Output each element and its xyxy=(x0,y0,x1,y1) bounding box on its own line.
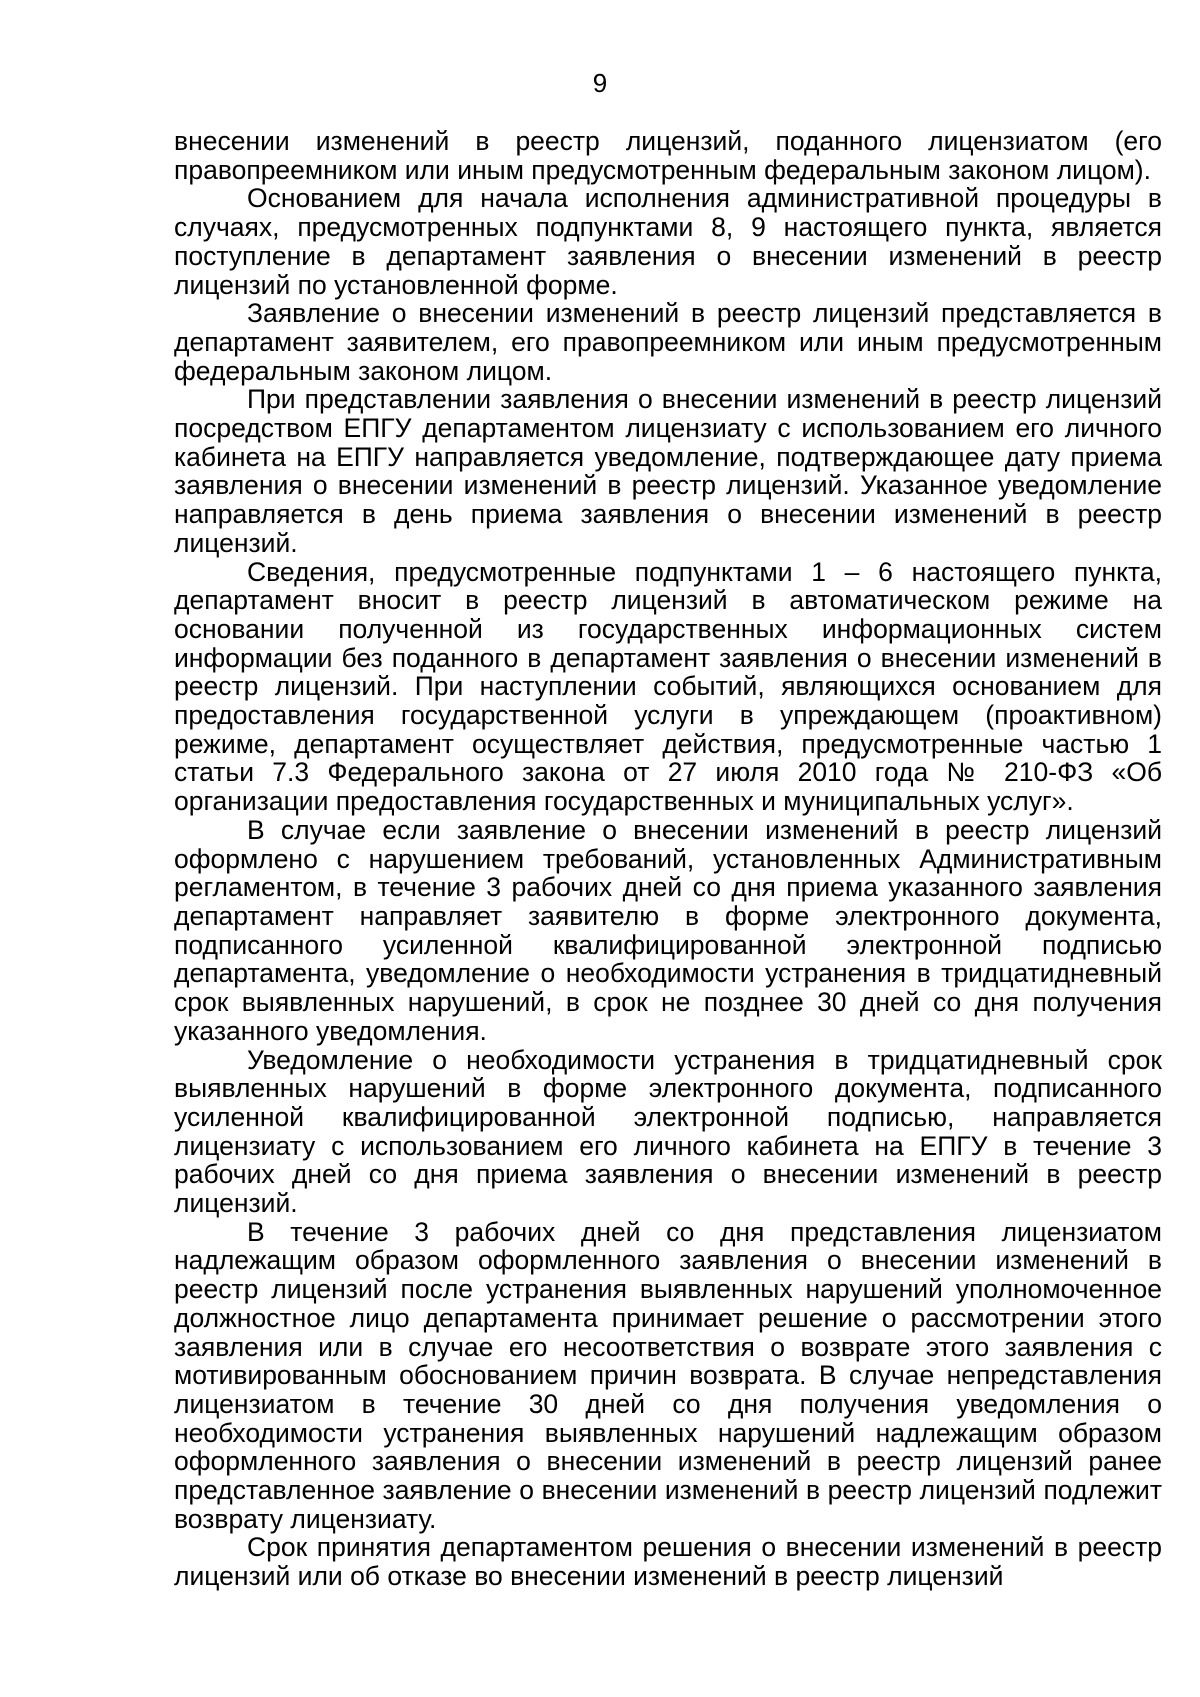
paragraph-8: В течение 3 рабочих дней со дня представления лицензиатом надлежащим образом оформленного заявления о внесении изменений в реестр лицензий после устранения выявленных нарушений уполномоченное должностное лицо департамента принимает решение о рассмотрении этого заявления или в случае его несоответствия о возврате этого заявления с мотивированным обоснованием причин возврата. В случае непредставления лицензиатом в течение 30 дней со дня получения уведомления о необходимости устранения выявленных нарушений надлежащим образом оформленного заявления о внесении изменений в реестр лицензий ранее представленное заявление о внесении изменений в реестр лицензий подлежит возврату лицензиату. xyxy=(174,1216,1162,1534)
paragraph-6: В случае если заявление о внесении изменений в реестр лицензий оформлено с нарушением требований, установленных Административным регламентом, в течение 3 рабочих дней со дня приема указанного заявления департамент направляет заявителю в форме электронного документа, подписанного усиленной квалифицированной электронной подписью департамента, уведомление о необходимости устранения в тридцатидневный срок выявленных нарушений, в срок не позднее 30 дней со дня получения указанного уведомления. xyxy=(174,814,1162,1046)
document-body xyxy=(174,127,1162,1591)
paragraph-9: Срок принятия департаментом решения о внесении изменений в реестр лицензий или об отказе во внесении изменений в реестр лицензий xyxy=(174,1532,1162,1592)
paragraph-2: Основанием для начала исполнения административной процедуры в случаях, предусмотренных подпунктами 8, 9 настоящего пункта, является поступление в департамент заявления о внесении изменений в реестр лицензий по установленной форме. xyxy=(174,183,1162,300)
paragraph-4: При представлении заявления о внесении изменений в реестр лицензий посредством ЕПГУ департаментом лицензиату с использованием его личного кабинета на ЕПГУ направляется уведомление, подтверждающее дату приема заявления о внесении изменений в реестр лицензий. Указанное уведомление направляется в день приема заявления о внесении изменений в реестр лицензий. xyxy=(174,384,1162,558)
paragraph-5: Сведения, предусмотренные подпунктами 1 – 6 настоящего пункта, департамент вносит в реестр лицензий в автоматическом режиме на основании полученной из государственных информационных систем информации без поданного в департамент заявления о внесении изменений в реестр лицензий. При наступлении событий, являющихся основанием для предоставления государственной услуги в упреждающем (проактивном) режиме, департамент осуществляет действия, предусмотренные частью 1 статьи 7.3 Федерального закона от 27 июля 2010 года № 210-ФЗ «Об организации предоставления государственных и муниципальных услуг». xyxy=(174,556,1162,817)
paragraph-7: Уведомление о необходимости устранения в тридцатидневный срок выявленных нарушений в форме электронного документа, подписанного усиленной квалифицированной электронной подписью, направляется лицензиату с использованием его личного кабинета на ЕПГУ в течение 3 рабочих дней со дня приема заявления о внесении изменений в реестр лицензий. xyxy=(174,1044,1162,1219)
page-number: 9 xyxy=(592,68,608,98)
paragraph-3: Заявление о внесении изменений в реестр лицензий представляется в департамент заявителем, его правопреемником или иным предусмотренным федеральным законом лицом. xyxy=(174,298,1162,386)
paragraph-1: внесении изменений в реестр лицензий, поданного лицензиатом (его правопреемником или иным предусмотренным федеральным законом лицом). xyxy=(174,126,1162,185)
